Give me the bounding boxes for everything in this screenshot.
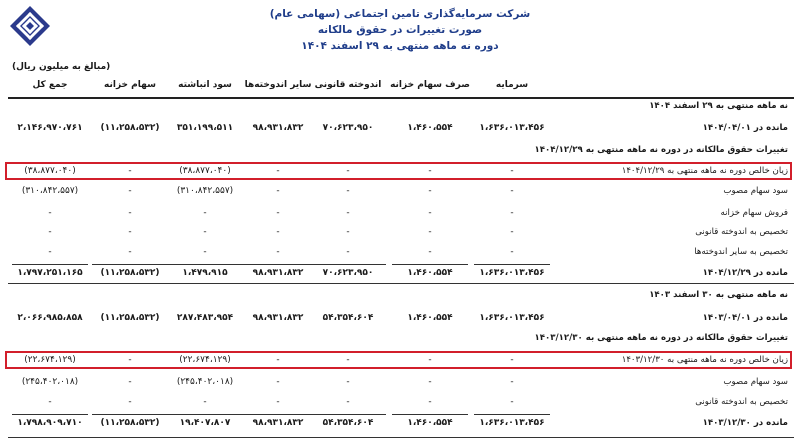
table-cell: - — [276, 355, 280, 365]
table-cell: - — [48, 208, 52, 218]
table-cell: - — [428, 247, 432, 257]
subtotal-rule — [310, 414, 386, 415]
table-cell: - — [346, 355, 350, 365]
table-cell: ۲،۰۶۶،۹۸۵،۸۵۸ — [17, 313, 83, 323]
table-cell: (۳۸،۸۷۷،۰۴۰) — [179, 166, 231, 176]
subtotal-rule — [240, 414, 316, 415]
subtotal-rule — [474, 264, 550, 265]
table-cell: (۱۱،۲۵۸،۵۳۲) — [100, 313, 160, 323]
table-cell: (۱۱،۲۵۸،۵۳۲) — [100, 418, 160, 428]
table-cell: - — [428, 166, 432, 176]
row-label: نه ماهه منتهی به ۲۹ اسفند ۱۴۰۴ — [649, 101, 788, 111]
subtotal-rule — [167, 264, 243, 265]
table-cell: ۹۸،۹۳۱،۸۳۲ — [252, 313, 304, 323]
row-label: تغییرات حقوق مالکانه در دوره نه ماهه منتهی به ۱۴۰۴/۱۲/۲۹ — [534, 145, 788, 155]
subtotal-rule — [392, 264, 468, 265]
table-cell: - — [428, 227, 432, 237]
table-cell: (۲۴۵،۴۰۲،۰۱۸) — [21, 377, 79, 387]
row-label: تخصیص به اندوخته قانونی — [695, 397, 788, 407]
table-cell: - — [510, 397, 514, 407]
unit-note: (مبالغ به میلیون ریال) — [12, 62, 111, 72]
table-cell: - — [510, 166, 514, 176]
table-cell: ۱،۷۹۷،۲۵۱،۱۶۵ — [17, 268, 83, 278]
table-cell: - — [128, 186, 132, 196]
subtotal-rule — [474, 414, 550, 415]
table-cell: - — [128, 208, 132, 218]
row-label: فروش سهام خزانه — [720, 208, 788, 218]
header-rule — [8, 97, 794, 99]
table-cell: - — [276, 186, 280, 196]
table-cell: ۱،۷۹۸،۹۰۹،۷۱۰ — [17, 418, 83, 428]
table-cell: ۷۰،۶۲۳،۹۵۰ — [322, 123, 374, 133]
table-cell: - — [346, 247, 350, 257]
table-cell: ۱،۶۳۶،۰۱۳،۴۵۶ — [479, 313, 545, 323]
table-cell: ۹۸،۹۳۱،۸۳۲ — [252, 418, 304, 428]
column-header: سهام خزانه — [104, 80, 156, 90]
table-cell: - — [276, 247, 280, 257]
table-cell: - — [128, 377, 132, 387]
table-cell: - — [276, 166, 280, 176]
table-cell: (۱۱،۲۵۸،۵۳۲) — [100, 123, 160, 133]
table-cell: - — [128, 397, 132, 407]
table-cell: (۲۴۵،۴۰۲،۰۱۸) — [176, 377, 234, 387]
table-cell: - — [428, 355, 432, 365]
table-cell: - — [203, 397, 207, 407]
table-cell: - — [510, 227, 514, 237]
table-cell: ۱،۴۶۰،۵۵۴ — [407, 418, 453, 428]
period-title: دوره نه ماهه منتهی به ۲۹ اسفند ۱۴۰۴ — [301, 40, 499, 52]
table-cell: - — [510, 208, 514, 218]
table-cell: ۱،۴۶۰،۵۵۴ — [407, 268, 453, 278]
table-cell: ۲۸۷،۴۸۳،۹۵۴ — [176, 313, 234, 323]
table-cell: - — [346, 186, 350, 196]
column-header: سود انباشته — [178, 80, 232, 90]
table-cell: - — [128, 355, 132, 365]
column-header: جمع کل — [32, 80, 68, 90]
row-label: مانده در ۱۴۰۴/۱۲/۲۹ — [702, 268, 788, 278]
table-cell: - — [128, 166, 132, 176]
table-cell: ۵۴،۳۵۴،۶۰۴ — [322, 313, 374, 323]
table-cell: (۳۱۰،۸۴۲،۵۵۷) — [21, 186, 79, 196]
table-cell: - — [510, 355, 514, 365]
table-cell: - — [428, 186, 432, 196]
table-cell: - — [203, 247, 207, 257]
table-cell: ۲،۱۴۶،۹۷۰،۷۶۱ — [17, 123, 83, 133]
highlight-box — [5, 351, 792, 369]
column-header: اندوخته قانونی — [314, 80, 382, 90]
row-label: سود سهام مصوب — [723, 186, 788, 196]
row-label: مانده در ۱۴۰۴/۰۴/۰۱ — [702, 123, 788, 133]
company-name: شرکت سرمایه‌گذاری تامین اجتماعی (سهامی عام) — [269, 8, 531, 20]
table-cell: ۵۴،۳۵۴،۶۰۴ — [322, 418, 374, 428]
table-cell: - — [48, 227, 52, 237]
table-cell: ۱۹،۴۰۷،۸۰۷ — [179, 418, 231, 428]
subtotal-rule — [12, 414, 88, 415]
subtotal-rule — [310, 264, 386, 265]
table-cell: - — [276, 397, 280, 407]
table-cell: - — [276, 208, 280, 218]
table-cell: - — [276, 377, 280, 387]
subtotal-rule — [240, 264, 316, 265]
row-label: مانده در ۱۴۰۳/۱۲/۳۰ — [702, 418, 788, 428]
table-cell: - — [128, 247, 132, 257]
subtotal-rule — [12, 264, 88, 265]
table-cell: ۱،۶۳۶،۰۱۳،۴۵۶ — [479, 268, 545, 278]
table-cell: ۷۰،۶۲۳،۹۵۰ — [322, 268, 374, 278]
table-cell: ۹۸،۹۳۱،۸۳۲ — [252, 123, 304, 133]
row-label: تخصیص به سایر اندوخته‌ها — [694, 247, 788, 257]
table-cell: - — [510, 377, 514, 387]
table-cell: ۱،۴۶۰،۵۵۴ — [407, 313, 453, 323]
table-cell: - — [510, 186, 514, 196]
table-cell: (۳۸،۸۷۷،۰۴۰) — [24, 166, 76, 176]
statement-header — [0, 6, 800, 54]
table-cell: - — [428, 397, 432, 407]
table-cell: - — [48, 397, 52, 407]
column-header: سرمایه — [495, 80, 529, 90]
table-cell: - — [346, 227, 350, 237]
row-label: زیان خالص دوره نه ماهه منتهی به ۱۴۰۴/۱۲/۲۹ — [621, 166, 788, 176]
row-label: تغییرات حقوق مالکانه در دوره نه ماهه منتهی به ۱۴۰۳/۱۲/۳۰ — [534, 333, 788, 343]
table-cell: - — [276, 227, 280, 237]
table-cell: ۱،۴۶۰،۵۵۴ — [407, 123, 453, 133]
row-label: نه ماهه منتهی به ۳۰ اسفند ۱۴۰۳ — [649, 290, 788, 300]
table-cell: - — [346, 397, 350, 407]
highlight-box — [5, 162, 792, 180]
subtotal-rule — [392, 414, 468, 415]
table-cell: - — [346, 377, 350, 387]
table-cell: ۱،۴۷۹،۹۱۵ — [182, 268, 228, 278]
table-cell: (۳۱۰،۸۴۲،۵۵۷) — [176, 186, 234, 196]
total-rule — [8, 437, 794, 438]
total-rule — [8, 283, 794, 284]
table-cell: - — [510, 247, 514, 257]
column-header: سایر اندوخته‌ها — [244, 80, 312, 90]
table-cell: ۳۵۱،۱۹۹،۵۱۱ — [176, 123, 234, 133]
table-cell: - — [203, 208, 207, 218]
table-cell: - — [346, 166, 350, 176]
column-header: صرف سهام خزانه — [390, 80, 470, 90]
table-cell: ۹۸،۹۳۱،۸۳۲ — [252, 268, 304, 278]
table-cell: - — [128, 227, 132, 237]
subtotal-rule — [167, 414, 243, 415]
table-cell: (۱۱،۲۵۸،۵۳۲) — [100, 268, 160, 278]
statement-title: صورت تغییرات در حقوق مالکانه — [317, 24, 483, 36]
table-cell: - — [203, 227, 207, 237]
row-label: مانده در ۱۴۰۳/۰۴/۰۱ — [702, 313, 788, 323]
subtotal-rule — [92, 264, 168, 265]
table-cell: (۲۲،۶۷۴،۱۲۹) — [179, 355, 231, 365]
table-cell: - — [48, 247, 52, 257]
table-cell: - — [428, 208, 432, 218]
subtotal-rule — [92, 414, 168, 415]
table-cell: - — [428, 377, 432, 387]
row-label: سود سهام مصوب — [723, 377, 788, 387]
table-cell: - — [346, 208, 350, 218]
row-label: زیان خالص دوره نه ماهه منتهی به ۱۴۰۳/۱۲/۳۰ — [621, 355, 788, 365]
table-cell: ۱،۶۳۶،۰۱۳،۴۵۶ — [479, 418, 545, 428]
row-label: تخصیص به اندوخته قانونی — [695, 227, 788, 237]
table-cell: ۱،۶۳۶،۰۱۳،۴۵۶ — [479, 123, 545, 133]
table-cell: (۲۲،۶۷۴،۱۲۹) — [24, 355, 76, 365]
